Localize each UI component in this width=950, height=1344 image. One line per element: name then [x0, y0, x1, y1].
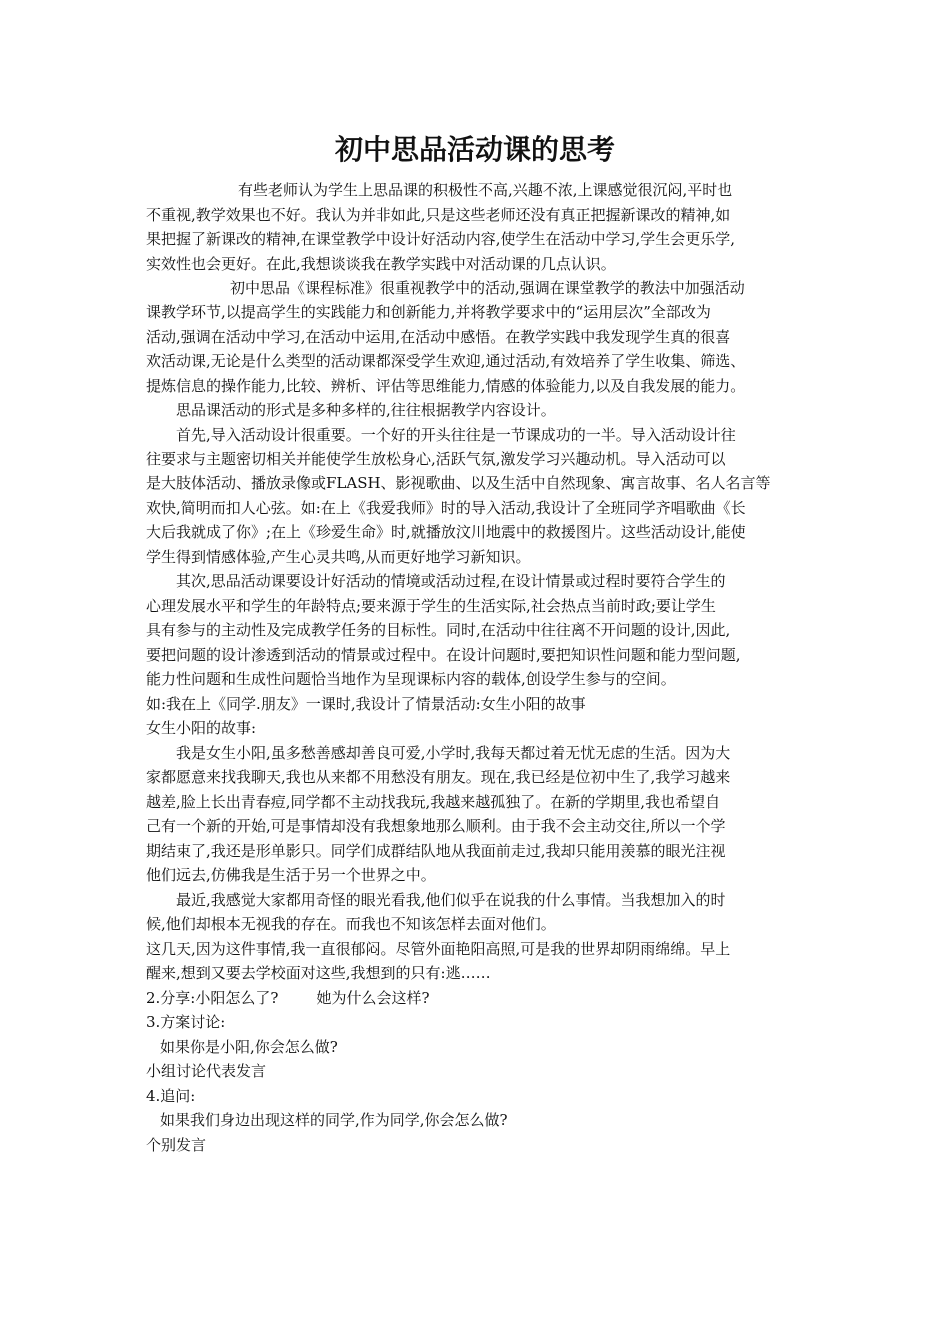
text-line: 首先,导入活动设计很重要。一个好的开头往往是一节课成功的一半。导入活动设计往: [176, 426, 736, 444]
text-line: 如:我在上《同学.朋友》一课时,我设计了情景活动:女生小阳的故事: [146, 695, 586, 713]
text-line: 家都愿意来找我聊天,我也从来都不用愁没有朋友。现在,我已经是位初中生了,我学习越来: [146, 768, 731, 786]
text-line: 如果你是小阳,你会怎么做?: [160, 1038, 338, 1056]
text-line: 小组讨论代表发言: [146, 1062, 267, 1080]
text-line: 心理发展水平和学生的年龄特点;要来源于学生的生活实际,社会热点当前时政;要让学生: [146, 597, 716, 615]
text-line: 己有一个新的开始,可是事情却没有我想象地那么顺利。由于我不会主动交往,所以一个学: [146, 817, 726, 835]
text-line: 我是女生小阳,虽多愁善感却善良可爱,小学时,我每天都过着无忧无虑的生活。因为大: [176, 744, 731, 762]
text-line: 其次,思品活动课要设计好活动的情境或活动过程,在设计情景或过程时要符合学生的: [176, 572, 726, 590]
text-line: 大后我就成了你》;在上《珍爱生命》时,就播放汶川地震中的救援图片。这些活动设计,能使: [146, 523, 746, 541]
text-line: 能力性问题和生成性问题恰当地作为呈现课标内容的载体,创设学生参与的空间。: [146, 670, 676, 688]
text-line: 提炼信息的操作能力,比较、辨析、评估等思维能力,情感的体验能力,以及自我发展的能力。: [146, 377, 746, 395]
text-line: 3.方案讨论:: [146, 1013, 226, 1031]
text-line: 思品课活动的形式是多种多样的,往往根据教学内容设计。: [176, 401, 556, 419]
text-line: 4.追问:: [146, 1087, 196, 1105]
text-line: 要把问题的设计渗透到活动的情景或过程中。在设计问题时,要把知识性问题和能力型问题,: [146, 646, 741, 664]
text-line: 欢活动课,无论是什么类型的活动课都深受学生欢迎,通过活动,有效培养了学生收集、筛选、: [146, 352, 746, 370]
text-line: 具有参与的主动性及完成教学任务的目标性。同时,在活动中往往离不开问题的设计,因此,: [146, 621, 731, 639]
text-line: 初中思品《课程标准》很重视教学中的活动,强调在课堂教学的教法中加强活动: [230, 279, 745, 297]
text-line: 如果我们身边出现这样的同学,作为同学,你会怎么做?: [160, 1111, 508, 1129]
text-line: 实效性也会更好。在此,我想谈谈我在教学实践中对活动课的几点认识。: [146, 255, 616, 273]
text-line: 女生小阳的故事:: [146, 719, 257, 737]
text-line: 期结束了,我还是形单影只。同学们成群结队地从我面前走过,我却只能用羡慕的眼光注视: [146, 842, 726, 860]
document-title: 初中思品活动课的思考: [334, 133, 615, 166]
text-line: 2.分享:小阳怎么了? 她为什么会这样?: [146, 989, 430, 1007]
text-line: 候,他们却根本无视我的存在。而我也不知该怎样去面对他们。: [146, 915, 556, 933]
text-line: 不重视,教学效果也不好。我认为并非如此,只是这些老师还没有真正把握新课改的精神,如: [146, 206, 731, 224]
text-line: 是大肢体活动、播放录像或FLASH、影视歌曲、以及生活中自然现象、寓言故事、名人名言等: [146, 474, 771, 492]
text-line: 欢快,简明而扣人心弦。如:在上《我爱我师》时的导入活动,我设计了全班同学齐唱歌曲《长: [146, 499, 746, 517]
text-line: 活动,强调在活动中学习,在活动中运用,在活动中感悟。在教学实践中我发现学生真的很喜: [146, 328, 731, 346]
text-line: 个别发言: [146, 1136, 207, 1154]
text-line: 这几天,因为这件事情,我一直很郁闷。尽管外面艳阳高照,可是我的世界却阴雨绵绵。早上: [146, 940, 731, 958]
text-line: 他们远去,仿佛我是生活于另一个世界之中。: [146, 866, 436, 884]
text-line: 越差,脸上长出青春痘,同学都不主动找我玩,我越来越孤独了。在新的学期里,我也希望自: [146, 793, 721, 811]
text-line: 往要求与主题密切相关并能使学生放松身心,活跃气氛,激发学习兴趣动机。导入活动可以: [146, 450, 726, 468]
text-line: 最近,我感觉大家都用奇怪的眼光看我,他们似乎在说我的什么事情。当我想加入的时: [176, 891, 726, 909]
text-line: 果把握了新课改的精神,在课堂教学中设计好活动内容,使学生在活动中学习,学生会更乐学,: [146, 230, 736, 248]
text-line: 课教学环节,以提高学生的实践能力和创新能力,并将教学要求中的“运用层次”全部改为: [146, 303, 711, 321]
text-line: 学生得到情感体验,产生心灵共鸣,从而更好地学习新知识。: [146, 548, 531, 566]
text-line: 有些老师认为学生上思品课的积极性不高,兴趣不浓,上课感觉很沉闷,平时也: [238, 181, 733, 199]
text-line: 醒来,想到又要去学校面对这些,我想到的只有:逃……: [146, 964, 491, 982]
